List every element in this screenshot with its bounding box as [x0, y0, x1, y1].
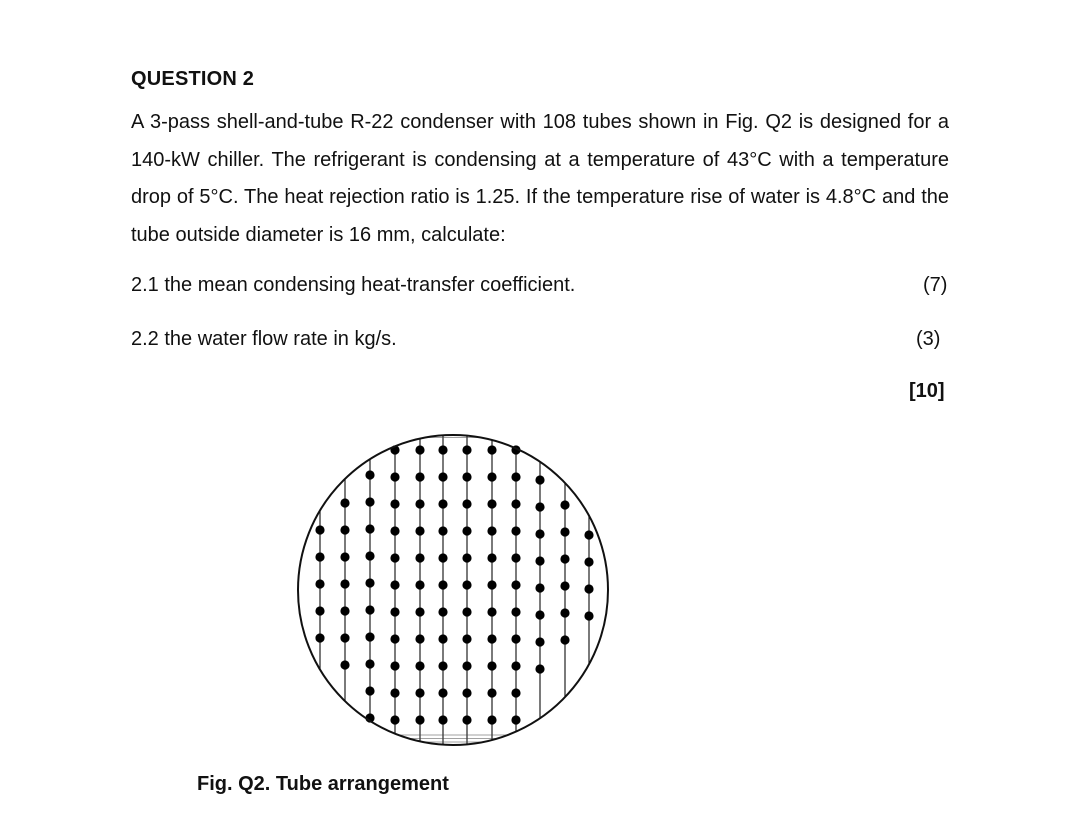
- tube-dot: [511, 634, 520, 643]
- tube-dot: [487, 661, 496, 670]
- tube-dot: [462, 445, 471, 454]
- tube-dot: [438, 715, 447, 724]
- tube-dot: [535, 475, 544, 484]
- tube-sheet-lines: [320, 425, 589, 755]
- question-body: A 3-pass shell-and-tube R-22 condenser with 108 tubes shown in Fig. Q2 is designed for a 140-kW chiller. The refrigerant is condensing at a temperature of 43°C with a temperature drop of 5°C. The heat rejection ratio is 1.25. If the temperature rise of water is 4.8°C and the tube outside diameter is 16 mm, calculate:: [131, 111, 949, 246]
- tube-dot: [462, 715, 471, 724]
- tube-dot: [511, 472, 520, 481]
- tube-dot: [365, 551, 374, 560]
- tube-dot: [390, 715, 399, 724]
- tube-dot: [315, 633, 324, 642]
- tube-dot: [535, 610, 544, 619]
- tube-dot: [487, 499, 496, 508]
- tube-dot: [487, 445, 496, 454]
- question-heading: QUESTION 2: [131, 68, 255, 90]
- tube-dot: [365, 497, 374, 506]
- tube-dot: [462, 688, 471, 697]
- tube-dot: [462, 607, 471, 616]
- tube-dot: [487, 472, 496, 481]
- tube-dot: [462, 634, 471, 643]
- tube-dot: [560, 500, 569, 509]
- tube-dot: [487, 553, 496, 562]
- tube-dot: [584, 557, 593, 566]
- marks-2-1: (7): [923, 274, 948, 296]
- tube-dot: [390, 526, 399, 535]
- tube-dot: [415, 634, 424, 643]
- tube-dot: [415, 688, 424, 697]
- tube-dot: [438, 688, 447, 697]
- tube-dot: [535, 556, 544, 565]
- tube-dot: [415, 715, 424, 724]
- tube-dot: [390, 688, 399, 697]
- tube-dot: [365, 524, 374, 533]
- tube-dot: [390, 607, 399, 616]
- tube-dot: [340, 633, 349, 642]
- tube-dot: [560, 554, 569, 563]
- marks-2-2: (3): [916, 328, 941, 350]
- tube-dot: [438, 661, 447, 670]
- tube-dot: [340, 606, 349, 615]
- tube-dot: [560, 608, 569, 617]
- tube-dot: [315, 606, 324, 615]
- tube-dot: [340, 498, 349, 507]
- tube-dot: [438, 499, 447, 508]
- tube-dot: [365, 470, 374, 479]
- total-marks: [10]: [909, 380, 945, 402]
- tube-dot: [315, 552, 324, 561]
- tube-dot: [511, 499, 520, 508]
- tube-dot: [365, 686, 374, 695]
- tube-dot: [560, 581, 569, 590]
- tube-dot: [511, 553, 520, 562]
- tube-dot: [487, 580, 496, 589]
- tube-dot: [462, 472, 471, 481]
- tube-dot: [415, 661, 424, 670]
- tube-dot: [390, 634, 399, 643]
- tube-holes: [315, 445, 593, 724]
- tube-dot: [487, 688, 496, 697]
- tube-dot: [390, 661, 399, 670]
- tube-dot: [340, 552, 349, 561]
- tube-dot: [535, 637, 544, 646]
- tube-dot: [315, 525, 324, 534]
- tube-dot: [487, 634, 496, 643]
- tube-dot: [584, 530, 593, 539]
- tube-arrangement-figure: [288, 425, 618, 755]
- tube-dot: [462, 526, 471, 535]
- tube-dot: [315, 579, 324, 588]
- tube-dot: [535, 583, 544, 592]
- tube-dot: [511, 580, 520, 589]
- tube-dot: [365, 632, 374, 641]
- tube-dot: [390, 553, 399, 562]
- tube-dot: [438, 553, 447, 562]
- figure-caption: Fig. Q2. Tube arrangement: [197, 773, 449, 795]
- tube-dot: [415, 553, 424, 562]
- tube-dot: [390, 499, 399, 508]
- tube-dot: [365, 659, 374, 668]
- tube-dot: [584, 611, 593, 620]
- tube-dot: [415, 580, 424, 589]
- tube-dot: [415, 445, 424, 454]
- tube-dot: [438, 445, 447, 454]
- tube-dot: [462, 661, 471, 670]
- tube-dot: [584, 584, 593, 593]
- tube-dot: [390, 472, 399, 481]
- tube-dot: [415, 607, 424, 616]
- tube-dot: [535, 502, 544, 511]
- tube-dot: [415, 472, 424, 481]
- tube-dot: [340, 660, 349, 669]
- tube-dot: [535, 529, 544, 538]
- tube-dot: [560, 527, 569, 536]
- tube-dot: [487, 607, 496, 616]
- tube-dot: [487, 715, 496, 724]
- tube-dot: [415, 499, 424, 508]
- tube-dot: [340, 579, 349, 588]
- tube-dot: [535, 664, 544, 673]
- tube-dot: [511, 715, 520, 724]
- tube-dot: [560, 635, 569, 644]
- sub-question-2-2: 2.2 the water flow rate in kg/s.: [131, 328, 397, 350]
- sub-question-2-1: 2.1 the mean condensing heat-transfer coefficient.: [131, 274, 576, 296]
- tube-dot: [511, 607, 520, 616]
- tube-dot: [462, 553, 471, 562]
- tube-dot: [438, 634, 447, 643]
- tube-dot: [340, 525, 349, 534]
- tube-dot: [487, 526, 496, 535]
- tube-dot: [365, 605, 374, 614]
- tube-dot: [438, 580, 447, 589]
- tube-dot: [438, 526, 447, 535]
- tube-dot: [365, 578, 374, 587]
- tube-dot: [462, 580, 471, 589]
- tube-dot: [511, 688, 520, 697]
- tube-dot: [438, 472, 447, 481]
- tube-dot: [511, 661, 520, 670]
- tube-dot: [390, 580, 399, 589]
- tube-dot: [415, 526, 424, 535]
- tube-dot: [511, 526, 520, 535]
- tube-dot: [462, 499, 471, 508]
- tube-dot: [438, 607, 447, 616]
